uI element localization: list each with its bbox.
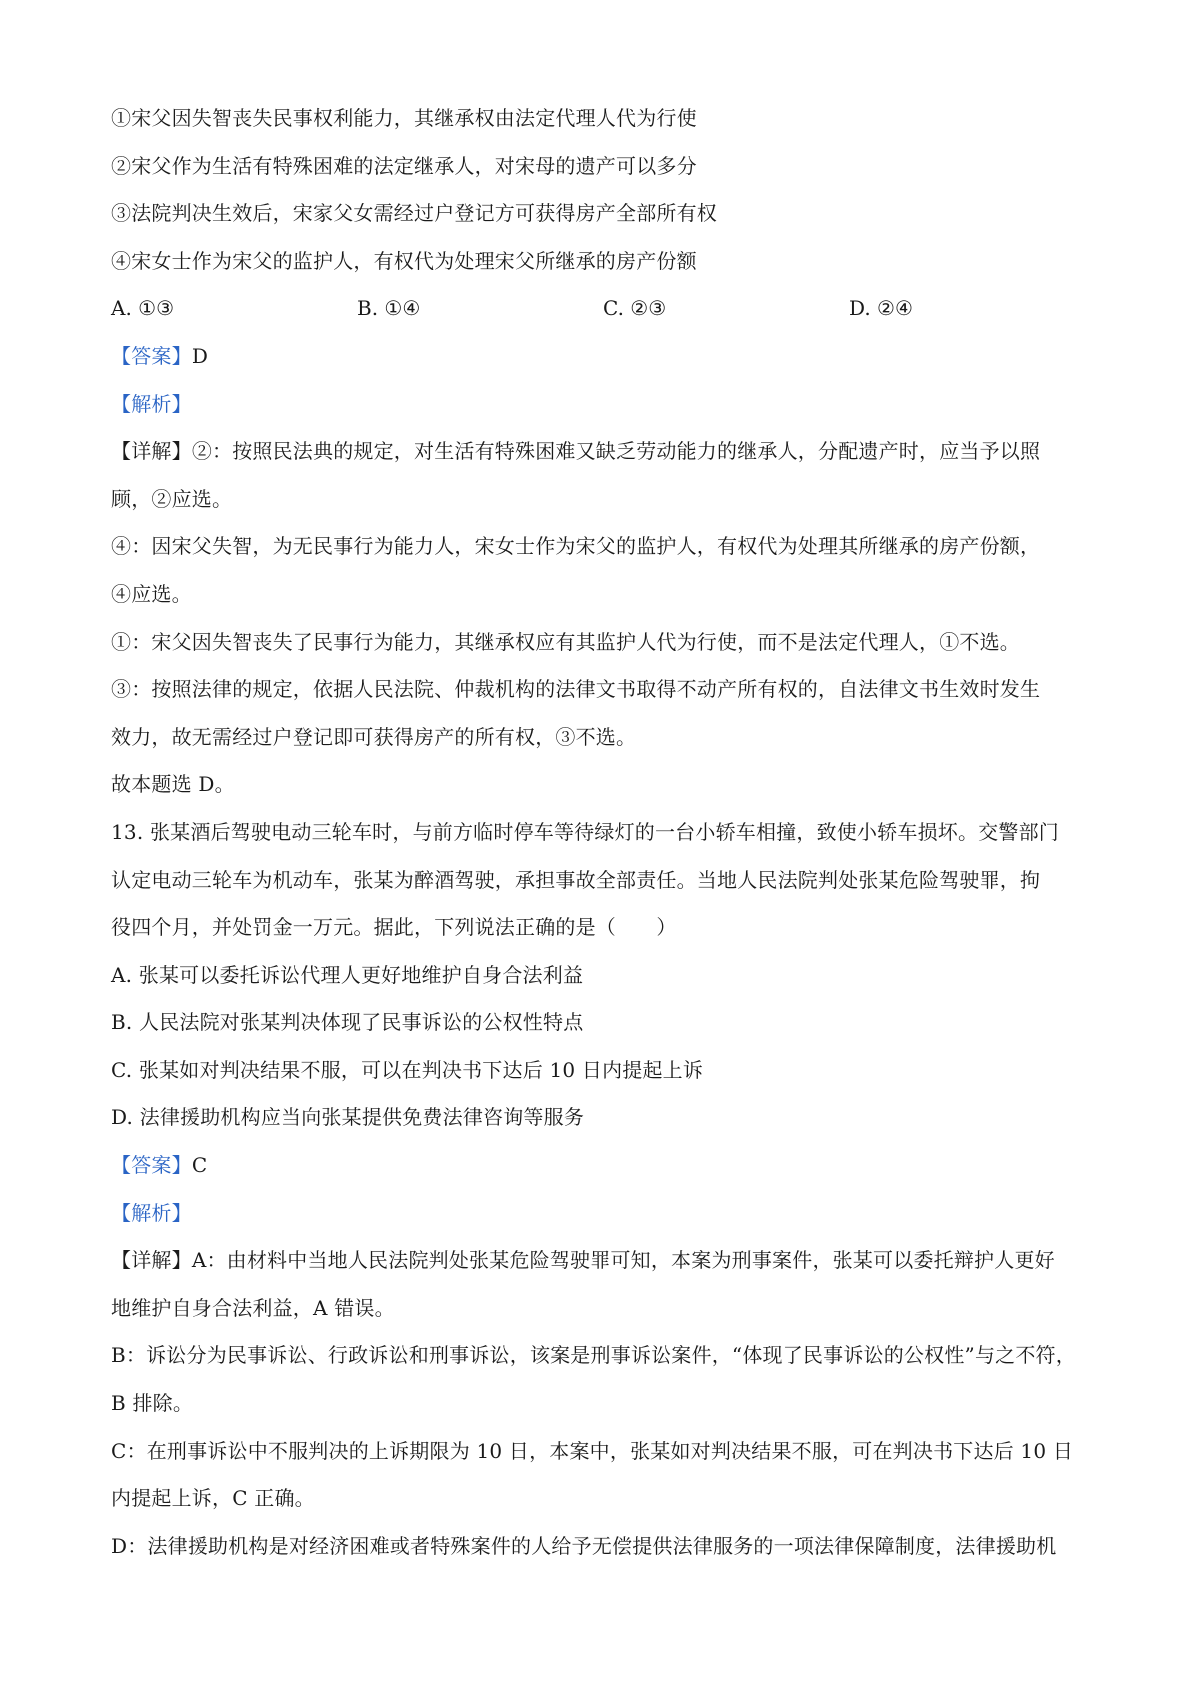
q12-detail-line-5: ①：宋父因失智丧失了民事行为能力，其继承权应有其监护人代为行使，而不是法定代理人，①不选。 xyxy=(111,629,1020,654)
q13-stem-line-3: 役四个月，并处罚金一万元。据此，下列说法正确的是（ ） xyxy=(111,915,677,940)
detail-tag: 【详解】 xyxy=(111,1248,192,1273)
q13-detail-line-6: 内提起上诉，C 正确。 xyxy=(111,1486,315,1511)
detail-text: A：由材料中当地人民法院判处张某危险驾驶罪可知，本案为刑事案件，张某可以委托辩护人更好 xyxy=(191,1248,1055,1273)
q12-answer xyxy=(111,333,1102,381)
q12-statement-2: ②宋父作为生活有特殊困难的法定继承人，对宋母的遗产可以多分 xyxy=(111,153,697,178)
detail-tag: 【详解】 xyxy=(111,439,192,464)
analysis-tag: 【解析】 xyxy=(111,391,192,416)
q12-detail-line-3: ④：因宋父失智，为无民事行为能力人，宋女士作为宋父的监护人，有权代为处理其所继承的房产份额， xyxy=(111,534,1041,559)
q12-analysis xyxy=(111,381,1102,429)
q13-analysis xyxy=(111,1190,1102,1238)
q12-detail-line-1 xyxy=(111,428,1102,476)
q12-detail-line-4: ④应选。 xyxy=(111,581,192,606)
q13-detail-line-1 xyxy=(111,1237,1102,1285)
q12-detail-line-2: 顾，②应选。 xyxy=(111,486,233,511)
q13-stem-line-1: 13. 张某酒后驾驶电动三轮车时，与前方临时停车等待绿灯的一台小轿车相撞，致使小轿车损坏。交警部门 xyxy=(111,819,1059,844)
q13-detail-line-3: B：诉讼分为民事诉讼、行政诉讼和刑事诉讼，该案是刑事诉讼案件，“体现了民事诉讼的公权性”与之不符， xyxy=(111,1343,1076,1368)
detail-text: ②：按照民法典的规定，对生活有特殊困难又缺乏劳动能力的继承人，分配遗产时，应当予以照 xyxy=(191,439,1041,464)
answer-tag: 【答案】 xyxy=(111,1153,192,1178)
q12-statement-1: ①宋父因失智丧失民事权利能力，其继承权由法定代理人代为行使 xyxy=(111,106,697,130)
q12-option-d: D. ②④ xyxy=(849,296,913,321)
q12-option-a: A. ①③ xyxy=(111,296,175,321)
q12-detail-line-6: ③：按照法律的规定，依据人民法院、仲裁机构的法律文书取得不动产所有权的，自法律文书生效时发生 xyxy=(111,677,1041,702)
q13-detail-line-7: D：法律援助机构是对经济困难或者特殊案件的人给予无偿提供法律服务的一项法律保障制度，法律援助机 xyxy=(111,1533,1057,1558)
q13-detail-line-2: 地维护自身合法利益，A 错误。 xyxy=(111,1295,395,1320)
q12-conclusion: 故本题选 D。 xyxy=(111,772,235,797)
q12-statement-3: ③法院判决生效后，宋家父女需经过户登记方可获得房产全部所有权 xyxy=(111,201,717,226)
q13-answer xyxy=(111,1142,1102,1190)
q12-options xyxy=(111,285,1102,333)
q13-stem-line-2: 认定电动三轮车为机动车，张某为醉酒驾驶，承担事故全部责任。当地人民法院判处张某危险驾驶罪，拘 xyxy=(111,867,1041,892)
q13-detail-line-4: B 排除。 xyxy=(111,1391,194,1416)
q13-option-c: C. 张某如对判决结果不服，可以在判决书下达后 10 日内提起上诉 xyxy=(111,1057,704,1082)
q13-option-b: B. 人民法院对张某判决体现了民事诉讼的公权性特点 xyxy=(111,1010,584,1035)
q13-detail-line-5: C：在刑事诉讼中不服判决的上诉期限为 10 日，本案中，张某如对判决结果不服，可在判决书下达后 10 日 xyxy=(111,1438,1074,1463)
answer-value: C xyxy=(191,1153,208,1178)
answer-tag: 【答案】 xyxy=(111,343,192,368)
q13-option-d: D. 法律援助机构应当向张某提供免费法律咨询等服务 xyxy=(111,1105,585,1130)
q12-statement-4: ④宋女士作为宋父的监护人，有权代为处理宋父所继承的房产份额 xyxy=(111,248,697,273)
q13-option-a: A. 张某可以委托诉讼代理人更好地维护自身合法利益 xyxy=(111,962,584,987)
q12-detail-line-7: 效力，故无需经过户登记即可获得房产的所有权，③不选。 xyxy=(111,724,637,749)
q12-option-c: C. ②③ xyxy=(603,296,667,321)
q12-option-b: B. ①④ xyxy=(357,296,421,321)
analysis-tag: 【解析】 xyxy=(111,1200,192,1225)
answer-value: D xyxy=(191,343,209,368)
